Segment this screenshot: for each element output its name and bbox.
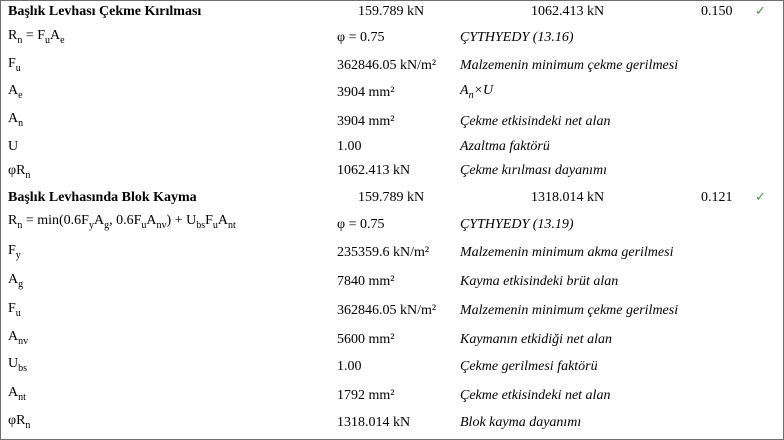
description: ÇYTHYEDY (13.19) xyxy=(460,217,574,232)
symbol: $F_y$ xyxy=(8,243,21,261)
description: Malzemenin minimum akma gerilmesi xyxy=(460,245,674,260)
check-icon: ✓ xyxy=(755,190,766,205)
demand-value: 159.789 kN xyxy=(358,190,425,205)
symbol: $\varphi R_n$ xyxy=(8,413,31,431)
value: 362846.05 kN/m² xyxy=(337,303,437,318)
description: ÇYTHYEDY (13.16) xyxy=(460,30,574,45)
description: Çekme etkisindeki net alan xyxy=(460,114,611,129)
value: 3904 mm² xyxy=(337,114,395,129)
value: φ = 0.75 xyxy=(337,30,385,45)
value: 1.00 xyxy=(337,359,362,374)
description: Çekme kırılması dayanımı xyxy=(460,163,607,178)
check-icon: ✓ xyxy=(755,4,766,19)
demand-value: 159.789 kN xyxy=(358,4,425,19)
value: 362846.05 kN/m² xyxy=(337,58,437,73)
symbol: $A_g$ xyxy=(8,272,24,290)
description: Kayma etkisindeki brüt alan xyxy=(460,274,619,289)
value: 1.00 xyxy=(337,139,362,154)
symbol: $A_{nv}$ xyxy=(8,329,29,347)
description: Malzemenin minimum çekme gerilmesi xyxy=(460,58,679,73)
section-title: Başlık Levhası Çekme Kırılması xyxy=(8,4,202,19)
value: 3904 mm² xyxy=(337,85,395,100)
description: Kaymanın etkidiği net alan xyxy=(460,332,613,347)
symbol: $A_n$ xyxy=(8,111,24,129)
symbol: $\varphi R_n$ xyxy=(8,163,31,181)
description: Çekme etkisindeki net alan xyxy=(460,388,611,403)
description: Çekme gerilmesi faktörü xyxy=(460,359,598,374)
value: 235359.6 kN/m² xyxy=(337,245,430,260)
ratio-value: 0.150 xyxy=(701,4,733,19)
description: Azaltma faktörü xyxy=(460,139,550,154)
value: φ = 0.75 xyxy=(337,217,385,232)
ratio-value: 0.121 xyxy=(701,190,733,205)
symbol: $F_u$ xyxy=(8,301,21,319)
symbol: $F_u$ xyxy=(8,56,21,74)
symbol: U xyxy=(8,139,19,154)
value: 1792 mm² xyxy=(337,388,395,403)
symbol: $R_n = \min(0.6F_yA_g$, $0.6F_uA_{nv}) + U_{bs}F_uA_{nt}$ xyxy=(8,213,236,231)
description: $A_n\times U$ xyxy=(460,83,494,101)
symbol: $A_{nt}$ xyxy=(8,385,26,403)
description: Blok kayma dayanımı xyxy=(460,415,582,430)
description: Malzemenin minimum çekme gerilmesi xyxy=(460,303,679,318)
capacity-value: 1062.413 kN xyxy=(531,4,605,19)
capacity-value: 1318.014 kN xyxy=(531,190,605,205)
symbol: $A_e$ xyxy=(8,83,23,101)
section-title: Başlık Levhasında Blok Kayma xyxy=(8,190,197,205)
value: 1318.014 kN xyxy=(337,415,411,430)
value: 7840 mm² xyxy=(337,274,395,289)
symbol: $U_{bs}$ xyxy=(8,356,28,374)
value: 5600 mm² xyxy=(337,332,395,347)
value: 1062.413 kN xyxy=(337,163,411,178)
symbol: $R_n = F_uA_e$ xyxy=(8,28,65,46)
